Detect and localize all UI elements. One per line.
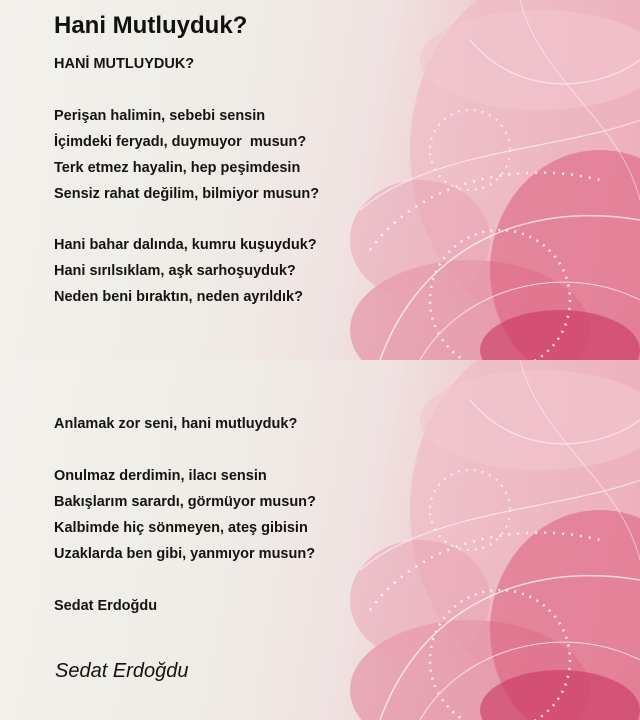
poem-line: Bakışlarım sarardı, görmüyor musun? [54,494,316,510]
poem-line: Anlamak zor seni, hani mutluyduk? [54,416,298,432]
poem-line: Perişan halimin, sebebi sensin [54,108,266,124]
poem-line: İçimdeki feryadı, duymuyor musun? [54,134,307,150]
poem-title: Hani Mutluyduk? [54,12,248,39]
poem-line: Uzaklarda ben gibi, yanmıyor musun? [54,546,316,562]
poem-heading: HANİ MUTLUYDUK? [54,56,195,72]
poem-line: Hani bahar dalında, kumru kuşuyduk? [54,237,317,253]
poem-line: Terk etmez hayalin, hep peşimdesin [54,160,301,176]
poem-line: Sensiz rahat değilim, bilmiyor musun? [54,186,320,202]
author-signature: Sedat Erdoğdu [55,660,189,682]
poem-line: Onulmaz derdimin, ilacı sensin [54,468,267,484]
poem-line: Hani sırılsıklam, aşk sarhoşuyduk? [54,263,296,279]
poem-author: Sedat Erdoğdu [54,598,158,614]
poem-line: Kalbimde hiç sönmeyen, ateş gibisin [54,520,308,536]
poem-line: Neden beni bıraktın, neden ayrıldık? [54,289,303,305]
